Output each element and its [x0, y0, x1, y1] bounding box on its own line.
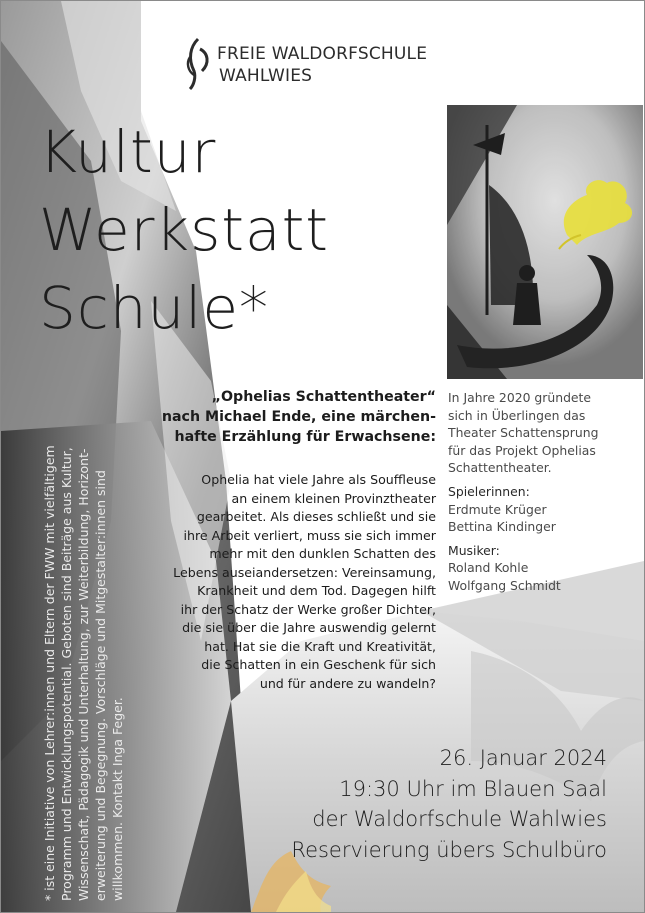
headline-line-1: Kultur: [39, 118, 217, 186]
story-title-line: „Ophelias Schattentheater“: [211, 389, 436, 405]
story-title-line: hafte Erzählung für Erwachsene:: [174, 429, 436, 445]
headline-line-2: Werkstatt: [39, 196, 330, 264]
school-name: [217, 43, 427, 87]
player-name: Bettina Kindinger: [448, 519, 556, 535]
story-line: die Schatten in ein Geschenk für sich: [201, 657, 436, 672]
school-name-line2: WAHLWIES: [219, 66, 313, 86]
players-label: Spielerinnen:: [448, 483, 530, 499]
initiative-note-line: willkommen. Kontakt Inga Feger.: [110, 697, 125, 901]
story-line: gearbeitet. Als dieses schließt und sie: [196, 509, 436, 524]
musician-name: Wolfgang Schmidt: [448, 577, 561, 593]
event-location: der Waldorfschule Wahlwies: [312, 807, 607, 831]
initiative-note-line: * ist eine Initiative von Lehrer:innen und Eltern der FWW mit vielfältigem: [42, 445, 57, 901]
story-line: ihr der Schatz der Werke großer Dichter,: [180, 601, 436, 617]
initiative-note-line: Programm und Entwicklungspotential. Geboten sind Beiträge aus Kultur,: [59, 447, 74, 901]
player-name: Erdmute Krüger: [448, 501, 547, 517]
story-line: an einem kleinen Provinztheater: [231, 490, 436, 506]
initiative-note: [41, 361, 126, 901]
school-name-line1: FREIE WALDORFSCHULE: [217, 44, 428, 64]
initiative-note-line: erweiterung und Begegnung. Vorschläge und Mitgestalter:innen sind: [93, 470, 108, 901]
story-line: hat. Hat sie die Kraft und Kreativität,: [204, 638, 436, 654]
story-line: Lebens auseiandersetzen: Vereinsamung,: [173, 564, 436, 580]
story-line: Krankheit und dem Tod. Dagegen hilft: [197, 583, 436, 598]
ensemble-intro-line: für das Projekt Ophelias: [448, 442, 596, 458]
ensemble-info: [448, 389, 598, 595]
ensemble-intro-line: In Jahre 2020 gründete: [448, 390, 592, 405]
story-title: [162, 387, 436, 447]
event-date: 26. Januar 2024: [439, 746, 607, 770]
event-time-venue: 19:30 Uhr im Blauen Saal: [339, 776, 607, 801]
ensemble-intro-line: Theater Schattensprung: [448, 425, 599, 441]
story-title-line: nach Michael Ende, eine märchen-: [161, 409, 436, 425]
headline: [39, 113, 329, 347]
story-line: ihre Arbeit verliert, muss sie sich immer: [183, 527, 436, 543]
story-line: die sie über die Jahre auswendig gelernt: [182, 620, 436, 635]
event-details: [291, 743, 607, 865]
musicians-label: Musiker:: [448, 542, 500, 558]
event-reservation: Reservierung übers Schulbüro: [291, 837, 607, 862]
headline-line-3: Schule*: [39, 274, 270, 342]
ensemble-intro-line: Schattentheater.: [448, 460, 552, 476]
initiative-note-line: Wissenschaft, Pädagogik und Unterhaltung, zur Weiterbildung, Horizont-: [76, 448, 91, 901]
musician-name: Roland Kohle: [448, 560, 529, 576]
waldorf-leaf-logo-icon: [184, 37, 212, 91]
story-line: und für andere zu wandeln?: [259, 675, 436, 691]
story-line: Ophelia hat viele Jahre als Souffleuse: [201, 472, 436, 487]
ensemble-intro-line: sich in Überlingen das: [448, 407, 586, 423]
shadow-theater-photo: [447, 105, 643, 379]
story-line: mehr mit den dunklen Schatten des: [209, 546, 436, 561]
story-description: [173, 471, 436, 693]
